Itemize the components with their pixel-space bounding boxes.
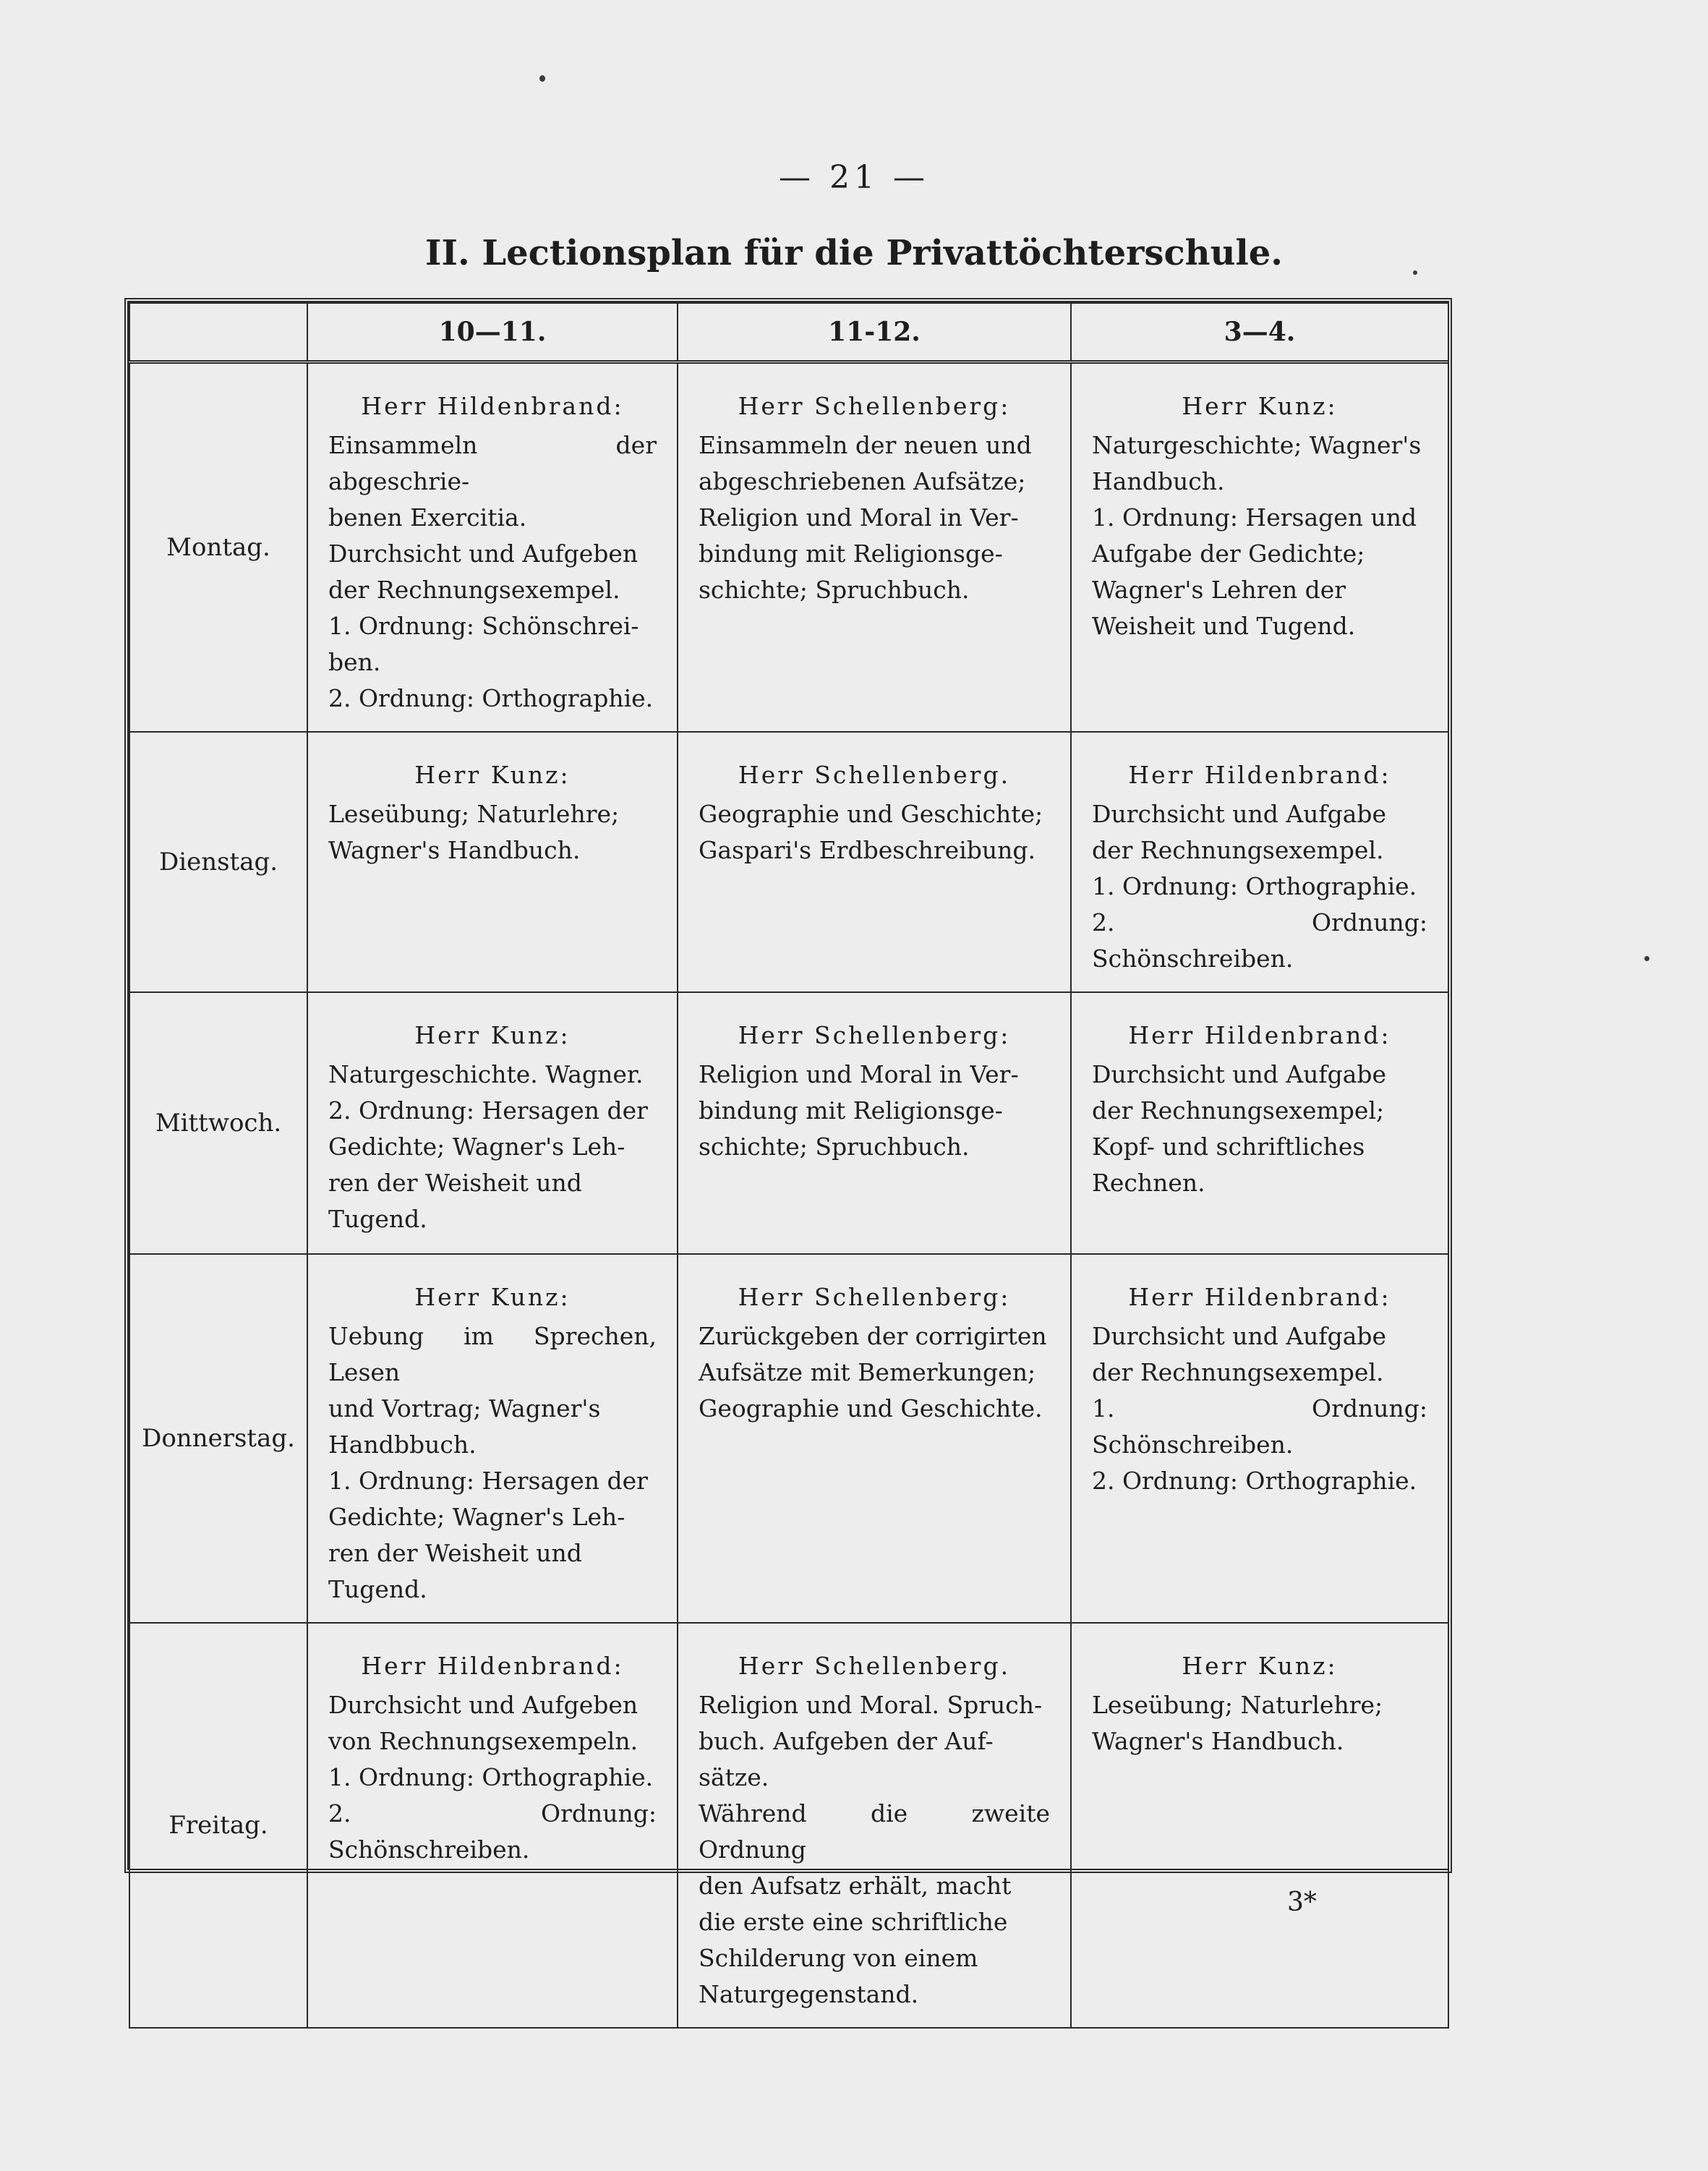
- lesson-text-line: Uebung im Sprechen, Lesen: [328, 1322, 657, 1386]
- teacher-name: Herr Schellenberg:: [738, 1283, 1011, 1311]
- lesson-cell: [1071, 362, 1448, 733]
- lesson-cell: [307, 1254, 678, 1623]
- table-row: [129, 992, 1448, 1254]
- lesson-text-line: Wagner's Handbuch.: [328, 836, 581, 864]
- lesson-cell: [307, 992, 678, 1254]
- page-number: — 21 —: [779, 159, 929, 196]
- lesson-text-line: Handbbuch.: [328, 1430, 477, 1459]
- teacher-name: Herr Kunz:: [1182, 392, 1338, 420]
- lesson-plan-body: [129, 362, 1448, 2029]
- lesson-text-line: Tugend.: [328, 1575, 427, 1603]
- lesson-cell: [1071, 992, 1448, 1254]
- lesson-text-line: Durchsicht und Aufgabe: [1092, 800, 1387, 828]
- weekday-cell: Mittwoch.: [129, 992, 307, 1254]
- ink-speck: [539, 75, 545, 82]
- table-row: [129, 362, 1448, 733]
- lesson-cell: [307, 362, 678, 733]
- weekday-cell: Donnerstag.: [129, 1254, 307, 1623]
- lesson-text-line: ren der Weisheit und: [328, 1169, 582, 1197]
- teacher-name: Herr Kunz:: [414, 1021, 571, 1049]
- lesson-text-line: Wagner's Handbuch.: [1092, 1727, 1344, 1755]
- lesson-plan-table: [129, 302, 1449, 2029]
- teacher-name: Herr Schellenberg:: [738, 392, 1011, 420]
- lesson-text-line: den Aufsatz erhält, macht: [699, 1872, 1012, 1900]
- lesson-text-line: schichte; Spruchbuch.: [699, 1133, 970, 1161]
- teacher-name: Herr Hildenbrand:: [1128, 1021, 1391, 1049]
- ink-speck: [1644, 956, 1649, 961]
- lesson-text-line: Durchsicht und Aufgabe: [1092, 1322, 1387, 1350]
- lesson-text-line: buch. Aufgeben der Auf-: [699, 1727, 994, 1755]
- lesson-text-line: Schilderung von einem: [699, 1944, 978, 1972]
- teacher-name: Herr Hildenbrand:: [1128, 761, 1391, 789]
- lesson-text-line: Einsammeln der abgeschrie-: [328, 431, 657, 495]
- lesson-cell: [678, 1623, 1071, 2028]
- lesson-text-line: Aufgabe der Gedichte;: [1092, 539, 1365, 568]
- ink-speck: [1413, 270, 1417, 275]
- teacher-name: Herr Schellenberg:: [738, 1021, 1011, 1049]
- lesson-text-line: 2. Ordnung: Orthographie.: [328, 684, 654, 712]
- table-row: [129, 1254, 1448, 1623]
- lesson-plan-table-frame: [124, 298, 1452, 2008]
- header-time-11-12: 11-12.: [678, 303, 1071, 362]
- header-day-column: [129, 303, 307, 362]
- lesson-text-line: Gedichte; Wagner's Leh-: [328, 1133, 625, 1161]
- lesson-text-line: 1. Ordnung: Hersagen und: [1092, 503, 1417, 532]
- lesson-cell: [307, 732, 678, 992]
- lesson-text-line: Geographie und Geschichte.: [699, 1394, 1043, 1423]
- lesson-text-line: und Vortrag; Wagner's: [328, 1394, 601, 1423]
- lesson-text-line: ben.: [328, 648, 381, 676]
- lesson-text-line: Weisheit und Tugend.: [1092, 612, 1356, 640]
- lesson-text-line: Naturgeschichte. Wagner.: [328, 1060, 644, 1088]
- lesson-text-line: 2. Ordnung: Hersagen der: [328, 1096, 648, 1125]
- teacher-name: Herr Schellenberg.: [738, 1652, 1011, 1680]
- teacher-name: Herr Hildenbrand:: [1128, 1283, 1391, 1311]
- lesson-text-line: 2. Ordnung: Orthographie.: [1092, 1467, 1417, 1495]
- lesson-text-line: 2. Ordnung: Schönschreiben.: [1092, 908, 1427, 973]
- lesson-text-line: abgeschriebenen Aufsätze;: [699, 467, 1026, 495]
- header-time-3-4: 3—4.: [1071, 303, 1448, 362]
- lesson-text-line: Naturgegenstand.: [699, 1980, 919, 2008]
- weekday-cell: Dienstag.: [129, 732, 307, 992]
- lesson-text-line: Religion und Moral in Ver-: [699, 503, 1019, 532]
- table-row: [129, 732, 1448, 992]
- lesson-text-line: 1. Ordnung: Hersagen der: [328, 1467, 648, 1495]
- teacher-name: Herr Schellenberg.: [738, 761, 1011, 789]
- lesson-cell: [307, 1623, 678, 2028]
- header-row: [129, 303, 1448, 362]
- lesson-text-line: Leseübung; Naturlehre;: [328, 800, 620, 828]
- lesson-text-line: Rechnen.: [1092, 1169, 1205, 1197]
- lesson-text-line: Durchsicht und Aufgeben: [328, 539, 639, 568]
- page-title: II. Lectionsplan für die Privattöchterschule.: [425, 233, 1283, 273]
- lesson-text-line: Durchsicht und Aufgabe: [1092, 1060, 1387, 1088]
- lesson-text-line: der Rechnungsexempel.: [1092, 836, 1384, 864]
- lesson-text-line: Gedichte; Wagner's Leh-: [328, 1503, 625, 1531]
- table-row: [129, 1623, 1448, 2028]
- lesson-text-line: Geographie und Geschichte;: [699, 800, 1043, 828]
- teacher-name: Herr Hildenbrand:: [361, 392, 624, 420]
- lesson-text-line: bindung mit Religionsge-: [699, 1096, 1003, 1125]
- lesson-cell: [678, 732, 1071, 992]
- lesson-text-line: Handbuch.: [1092, 467, 1225, 495]
- lesson-text-line: bindung mit Religionsge-: [699, 539, 1003, 568]
- lesson-text-line: Kopf- und schriftliches: [1092, 1133, 1365, 1161]
- lesson-text-line: der Rechnungsexempel.: [1092, 1358, 1384, 1386]
- lesson-text-line: der Rechnungsexempel.: [328, 576, 620, 604]
- weekday-cell: Montag.: [129, 362, 307, 733]
- lesson-text-line: 1. Ordnung: Orthographie.: [1092, 872, 1417, 900]
- lesson-text-line: Tugend.: [328, 1205, 427, 1233]
- lesson-text-line: von Rechnungsexempeln.: [328, 1727, 639, 1755]
- signature-mark: 3*: [1287, 1888, 1317, 1917]
- lesson-text-line: Aufsätze mit Bemerkungen;: [699, 1358, 1036, 1386]
- lesson-text-line: benen Exercitia.: [328, 503, 527, 532]
- lesson-text-line: Religion und Moral. Spruch-: [699, 1691, 1043, 1719]
- lesson-text-line: 2. Ordnung: Schönschreiben.: [328, 1799, 657, 1864]
- lesson-cell: [1071, 1254, 1448, 1623]
- lesson-cell: [1071, 1623, 1448, 2028]
- lesson-text-line: Leseübung; Naturlehre;: [1092, 1691, 1383, 1719]
- lesson-text-line: 1. Ordnung: Schönschrei-: [328, 612, 639, 640]
- lesson-text-line: Wagner's Lehren der: [1092, 576, 1346, 604]
- lesson-text-line: die erste eine schriftliche: [699, 1908, 1008, 1936]
- lesson-text-line: Gaspari's Erdbeschreibung.: [699, 836, 1036, 864]
- teacher-name: Herr Kunz:: [414, 1283, 571, 1311]
- header-time-10-11: 10—11.: [307, 303, 678, 362]
- teacher-name: Herr Kunz:: [414, 761, 571, 789]
- lesson-cell: [678, 1254, 1071, 1623]
- lesson-text-line: 1. Ordnung: Schönschreiben.: [1092, 1394, 1427, 1459]
- lesson-cell: [678, 362, 1071, 733]
- lesson-text-line: Zurückgeben der corrigirten: [699, 1322, 1047, 1350]
- lesson-cell: [678, 992, 1071, 1254]
- lesson-cell: [1071, 732, 1448, 992]
- lesson-text-line: der Rechnungsexempel;: [1092, 1096, 1385, 1125]
- lesson-text-line: Während die zweite Ordnung: [699, 1799, 1050, 1864]
- lesson-text-line: ren der Weisheit und: [328, 1539, 582, 1567]
- lesson-text-line: schichte; Spruchbuch.: [699, 576, 970, 604]
- teacher-name: Herr Kunz:: [1182, 1652, 1338, 1680]
- lesson-text-line: Durchsicht und Aufgeben: [328, 1691, 639, 1719]
- weekday-cell: Freitag.: [129, 1623, 307, 2028]
- lesson-text-line: Naturgeschichte; Wagner's: [1092, 431, 1422, 459]
- lesson-text-line: Einsammeln der neuen und: [699, 431, 1032, 459]
- lesson-text-line: 1. Ordnung: Orthographie.: [328, 1763, 654, 1791]
- lesson-text-line: Religion und Moral in Ver-: [699, 1060, 1019, 1088]
- teacher-name: Herr Hildenbrand:: [361, 1652, 624, 1680]
- lesson-text-line: sätze.: [699, 1763, 769, 1791]
